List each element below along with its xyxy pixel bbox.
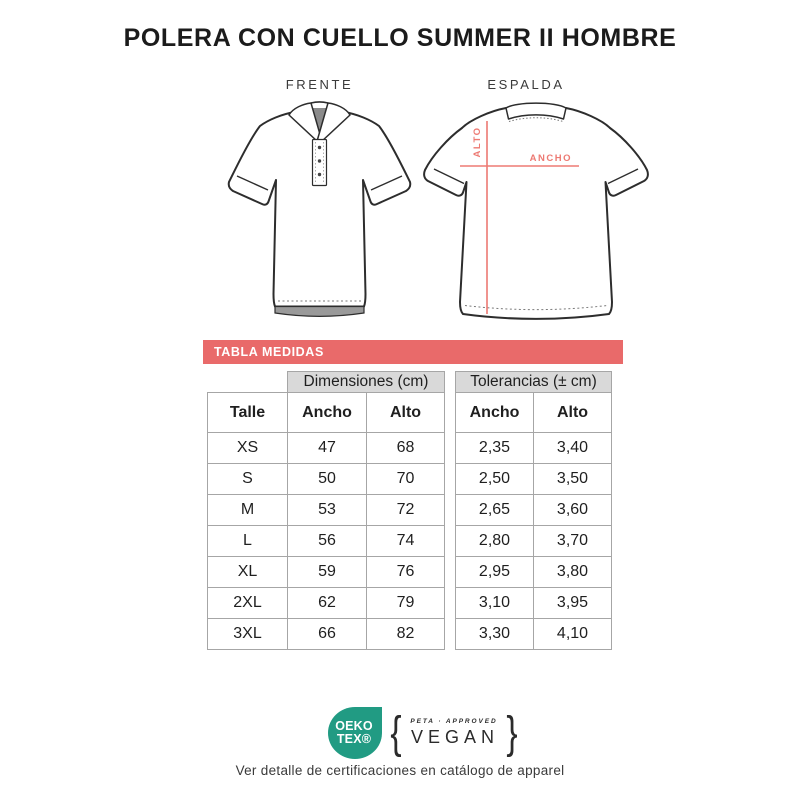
size-cell: M — [208, 495, 288, 526]
page-title: POLERA CON CUELLO SUMMER II HOMBRE — [123, 24, 677, 52]
peta-approved-label: PETA · APPROVED — [410, 718, 498, 725]
size-table-tolerancias — [455, 371, 612, 650]
value-cell: 4,10 — [534, 619, 612, 650]
back-shirt-illustration — [420, 98, 652, 323]
table-row — [208, 588, 445, 619]
group-header-tolerancias: Tolerancias (± cm) — [456, 372, 612, 393]
front-button-2 — [318, 159, 321, 162]
value-cell: 62 — [288, 588, 367, 619]
ancho-measure-label: ANCHO — [529, 153, 572, 164]
table-row — [208, 495, 445, 526]
value-cell: 3,50 — [534, 464, 612, 495]
size-cell: XS — [208, 433, 288, 464]
value-cell: 76 — [367, 557, 445, 588]
certification-logos — [0, 700, 800, 764]
front-button-3 — [318, 173, 321, 176]
value-cell: 3,60 — [534, 495, 612, 526]
column-header-tol-alto: Alto — [534, 393, 612, 433]
table-row — [208, 526, 445, 557]
value-cell: 68 — [367, 433, 445, 464]
size-cell: L — [208, 526, 288, 557]
value-cell: 3,95 — [534, 588, 612, 619]
group-header-dimensiones: Dimensiones (cm) — [288, 372, 445, 393]
value-cell: 53 — [288, 495, 367, 526]
value-cell: 82 — [367, 619, 445, 650]
oeko-tex-text-line1: OEKO — [335, 718, 373, 733]
size-table-dimensiones — [207, 371, 445, 650]
value-cell: 56 — [288, 526, 367, 557]
table-banner: TABLA MEDIDAS — [203, 340, 623, 364]
value-cell: 3,80 — [534, 557, 612, 588]
table-row — [208, 433, 445, 464]
value-cell: 3,40 — [534, 433, 612, 464]
size-cell: XL — [208, 557, 288, 588]
front-button-1 — [318, 146, 321, 149]
value-cell: 2,35 — [456, 433, 534, 464]
front-view-label: FRENTE — [285, 77, 354, 92]
front-collar-top — [311, 102, 328, 103]
size-cell: 3XL — [208, 619, 288, 650]
table-row — [456, 588, 612, 619]
column-header-dim-alto: Alto — [367, 393, 445, 433]
size-cell: S — [208, 464, 288, 495]
alto-measure-label: ALTO — [472, 126, 483, 158]
table-row — [456, 495, 612, 526]
oeko-tex-text-line2: TEX® — [336, 732, 372, 746]
size-cell: 2XL — [208, 588, 288, 619]
table-row — [208, 557, 445, 588]
value-cell: 50 — [288, 464, 367, 495]
column-header-tol-ancho: Ancho — [456, 393, 534, 433]
table-row — [456, 464, 612, 495]
brace-left-glyph: { — [390, 707, 402, 758]
value-cell: 79 — [367, 588, 445, 619]
back-shirt-body — [424, 108, 648, 319]
value-cell: 59 — [288, 557, 367, 588]
brace-right-glyph: } — [506, 707, 518, 758]
peta-vegan-text — [409, 718, 499, 748]
value-cell: 3,10 — [456, 588, 534, 619]
front-shirt-illustration — [222, 98, 417, 323]
table-row — [456, 619, 612, 650]
table-row — [208, 464, 445, 495]
vegan-label: VEGAN — [410, 727, 500, 747]
value-cell: 66 — [288, 619, 367, 650]
peta-vegan-logo — [390, 707, 518, 758]
front-hem-band — [275, 307, 364, 317]
table-row — [456, 433, 612, 464]
footer-note: Ver detalle de certificaciones en catálogo de apparel — [235, 763, 565, 778]
oeko-tex-logo — [328, 707, 382, 759]
table-row — [456, 526, 612, 557]
table-row — [456, 557, 612, 588]
corner-spacer — [208, 372, 288, 393]
value-cell: 72 — [367, 495, 445, 526]
value-cell: 2,95 — [456, 557, 534, 588]
value-cell: 3,70 — [534, 526, 612, 557]
value-cell: 3,30 — [456, 619, 534, 650]
column-header-dim-ancho: Ancho — [288, 393, 367, 433]
value-cell: 70 — [367, 464, 445, 495]
table-row — [208, 619, 445, 650]
value-cell: 2,80 — [456, 526, 534, 557]
size-tables — [207, 371, 612, 650]
back-view-label: ESPALDA — [487, 77, 565, 92]
value-cell: 2,65 — [456, 495, 534, 526]
value-cell: 47 — [288, 433, 367, 464]
value-cell: 74 — [367, 526, 445, 557]
column-header-talle: Talle — [208, 393, 288, 433]
value-cell: 2,50 — [456, 464, 534, 495]
